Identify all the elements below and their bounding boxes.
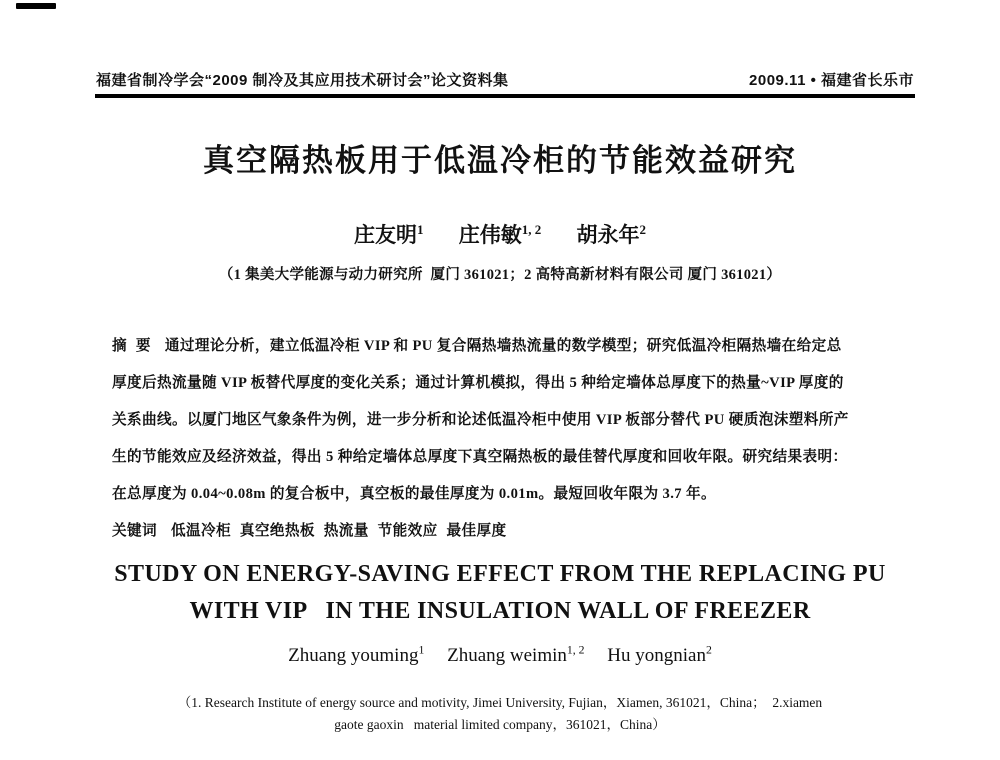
affiliation-en bbox=[0, 692, 1000, 736]
header-rule bbox=[95, 94, 915, 98]
abstract-label: 摘 要 bbox=[112, 338, 151, 354]
affiliation-en-line2: gaote gaoxin material limited company，361021，China） bbox=[334, 717, 666, 732]
affiliation-en-line1: （1. Research Institute of energy source and motivity, Jimei University, Fujian，Xiamen, 361021，China； 2.xiamen bbox=[177, 695, 823, 710]
scan-artifact-mark bbox=[16, 3, 56, 9]
header-right-text: 2009.11 • 福建省长乐市 bbox=[749, 72, 914, 89]
paper-title-en bbox=[0, 556, 1000, 630]
author-affil-sup: 1, 2 bbox=[566, 644, 585, 657]
author-name: 庄伟敏 bbox=[458, 223, 522, 247]
author-name: Zhuang youming bbox=[288, 645, 419, 667]
abstract-line: 关系曲线。以厦门地区气象条件为例，进一步分析和论述低温冷柜中使用 VIP 板部分替代 PU 硬质泡沫塑料所产 bbox=[112, 412, 849, 428]
author-en bbox=[288, 645, 424, 666]
author-name: Zhuang weimin bbox=[447, 645, 567, 667]
abstract-line: 在总厚度为 0.04~0.08m 的复合板中，真空板的最佳厚度为 0.01m。最短回收年限为 3.7 年。 bbox=[112, 486, 717, 502]
abstract-line bbox=[112, 328, 904, 365]
author-affil-sup: 2 bbox=[639, 222, 647, 237]
page-header bbox=[96, 69, 914, 90]
abstract-block bbox=[112, 328, 904, 513]
author-cn bbox=[577, 223, 647, 247]
author-name: Hu yongnian bbox=[607, 645, 706, 667]
title-en-line1: STUDY ON ENERGY-SAVING EFFECT FROM THE REPLACING PU bbox=[114, 561, 886, 587]
abstract-line: 生的节能效应及经济效益，得出 5 种给定墙体总厚度下真空隔热板的最佳替代厚度和回收年限。研究结果表明： bbox=[112, 449, 848, 465]
affiliation-cn: （1 集美大学能源与动力研究所 厦门 361021；2 高特高新材料有限公司 厦门 361021） bbox=[218, 267, 782, 283]
author-cn bbox=[354, 223, 424, 247]
author-affil-sup: 2 bbox=[705, 644, 712, 657]
author-affil-sup: 1, 2 bbox=[521, 222, 542, 237]
author-cn bbox=[459, 223, 542, 247]
author-name: 庄友明 bbox=[353, 223, 417, 247]
authors-cn bbox=[0, 219, 1000, 249]
keywords-line bbox=[112, 513, 904, 550]
header-left-text: 福建省制冷学会“2009 制冷及其应用技术研讨会”论文资料集 bbox=[96, 72, 509, 89]
paper-title-cn: 真空隔热板用于低温冷柜的节能效益研究 bbox=[203, 143, 797, 178]
abstract-text: 通过理论分析，建立低温冷柜 VIP 和 PU 复合隔热墙热流量的数学模型；研究低温冷柜隔热墙在给定总 bbox=[164, 338, 842, 354]
author-name: 胡永年 bbox=[576, 223, 640, 247]
author-en bbox=[447, 645, 584, 666]
keywords-text: 低温冷柜 真空绝热板 热流量 节能效应 最佳厚度 bbox=[170, 523, 507, 539]
keywords-label: 关键词 bbox=[112, 523, 157, 539]
abstract-line: 厚度后热流量随 VIP 板替代厚度的变化关系；通过计算机模拟，得出 5 种给定墙体总厚度下的热量~VIP 厚度的 bbox=[112, 375, 844, 391]
authors-en bbox=[0, 644, 1000, 667]
author-en bbox=[607, 645, 712, 666]
author-affil-sup: 1 bbox=[418, 644, 425, 657]
title-en-line2: WITH VIP IN THE INSULATION WALL OF FREEZER bbox=[189, 598, 811, 624]
author-affil-sup: 1 bbox=[416, 222, 424, 237]
